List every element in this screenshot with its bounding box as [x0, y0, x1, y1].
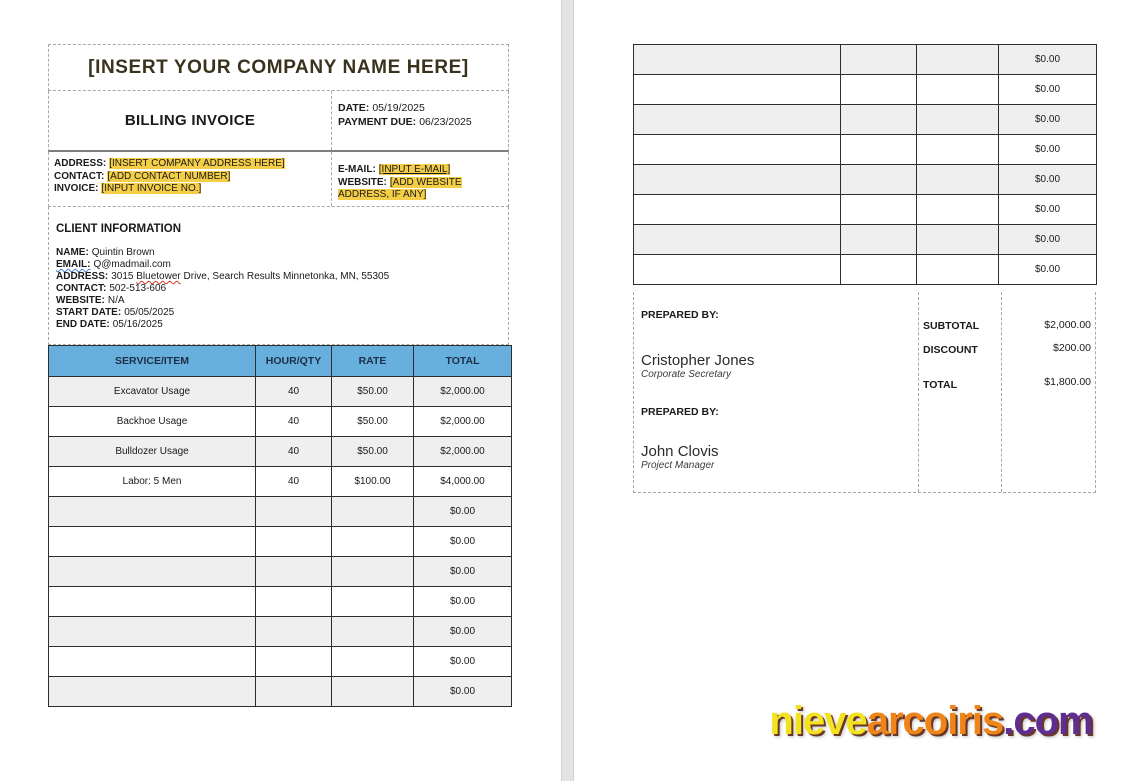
table-row	[49, 557, 512, 587]
email-label: E-MAIL:	[338, 164, 376, 175]
cell-qty	[256, 557, 332, 587]
table-row	[634, 75, 1097, 105]
table-row	[634, 105, 1097, 135]
cell-service	[49, 527, 256, 557]
cell-service	[49, 647, 256, 677]
cell-qty-empty	[841, 45, 917, 75]
table-row	[634, 165, 1097, 195]
company-fields-row	[48, 152, 509, 207]
header-total: TOTAL	[414, 346, 512, 377]
header-rate: RATE	[332, 346, 414, 377]
company-email-line	[338, 164, 508, 177]
cell-qty: 40	[256, 377, 332, 407]
prepared-by-label: PREPARED BY:	[641, 406, 719, 418]
watermark-part-arcoiris: arcoiris	[866, 699, 1004, 743]
cell-service-empty	[634, 195, 841, 225]
cell-qty	[256, 527, 332, 557]
cell-total: $0.00	[999, 105, 1097, 135]
preparer-name: John Clovis	[641, 443, 719, 460]
cell-rate: $100.00	[332, 467, 414, 497]
invoice-no-label: INVOICE:	[54, 183, 99, 194]
cell-rate-empty	[917, 45, 999, 75]
watermark-part-com: .com	[1003, 699, 1093, 743]
client-contact-value: 502-513-606	[109, 283, 167, 294]
cell-rate	[332, 647, 414, 677]
cell-total: $0.00	[414, 557, 512, 587]
prepared-by-label: PREPARED BY:	[641, 309, 719, 321]
cell-total: $0.00	[414, 677, 512, 707]
table-row	[634, 225, 1097, 255]
cell-service: Bulldozer Usage	[49, 437, 256, 467]
client-email-line	[56, 259, 508, 271]
client-start-date-line	[56, 307, 508, 319]
table-row	[634, 195, 1097, 225]
table-row	[49, 497, 512, 527]
header-hour-qty: HOUR/QTY	[256, 346, 332, 377]
cell-service-empty	[634, 225, 841, 255]
company-name-banner	[48, 44, 509, 91]
client-website-line	[56, 295, 508, 307]
website-placeholder[interactable]: [ADD WEBSITE ADDRESS, IF ANY]	[338, 176, 462, 200]
client-name-value: Quintin Brown	[91, 247, 155, 258]
cell-total: $0.00	[414, 497, 512, 527]
cell-total: $0.00	[999, 195, 1097, 225]
invoice-dates	[331, 91, 508, 150]
cell-total: $0.00	[999, 75, 1097, 105]
preparer-title: Project Manager	[641, 460, 715, 471]
cell-total: $0.00	[999, 225, 1097, 255]
total-label: TOTAL	[923, 379, 958, 391]
client-website-value: N/A	[107, 295, 125, 306]
cell-service-empty	[634, 105, 841, 135]
header-service-item: SERVICE/ITEM	[49, 346, 256, 377]
cell-service	[49, 617, 256, 647]
invoice-title: BILLING INVOICE	[124, 112, 256, 129]
watermark-nievearcoiris	[745, 699, 1117, 744]
cell-qty	[256, 617, 332, 647]
client-end-date-line	[56, 319, 508, 331]
client-email-label: EMAIL:	[56, 259, 91, 270]
cell-qty-empty	[841, 255, 917, 285]
cell-total: $0.00	[999, 255, 1097, 285]
cell-qty-empty	[841, 75, 917, 105]
cell-qty	[256, 677, 332, 707]
cell-qty: 40	[256, 407, 332, 437]
cell-qty: 40	[256, 437, 332, 467]
table-row	[49, 377, 512, 407]
payment-due-line	[338, 115, 508, 129]
table-row	[634, 255, 1097, 285]
address-placeholder[interactable]: [INSERT COMPANY ADDRESS HERE]	[109, 158, 285, 169]
cell-service: Backhoe Usage	[49, 407, 256, 437]
address-label: ADDRESS:	[54, 158, 107, 169]
discount-label: DISCOUNT	[923, 344, 978, 356]
website-label: WEBSITE:	[338, 176, 387, 188]
table-row	[49, 617, 512, 647]
invoice-no-placeholder[interactable]: [INPUT INVOICE NO.]	[101, 183, 202, 194]
cell-rate: $50.00	[332, 437, 414, 467]
client-address-post: Drive, Search Results Minnetonka, MN, 55305	[180, 271, 390, 282]
client-website-label: WEBSITE:	[56, 295, 105, 306]
table-row	[49, 407, 512, 437]
cell-total: $0.00	[999, 135, 1097, 165]
cell-rate-empty	[917, 75, 999, 105]
services-table	[48, 345, 512, 707]
client-address-misspelled-word: Bluetower	[136, 271, 181, 282]
cell-rate-empty	[917, 135, 999, 165]
page-gap-divider	[561, 0, 574, 781]
cell-total: $0.00	[999, 165, 1097, 195]
preparer-title: Corporate Secretary	[641, 369, 732, 380]
cell-rate	[332, 527, 414, 557]
cell-total: $2,000.00	[414, 437, 512, 467]
invoice-date-line	[338, 101, 508, 115]
table-row	[49, 587, 512, 617]
preparer-name: Cristopher Jones	[641, 352, 755, 369]
services-table-header-row	[49, 346, 512, 377]
cell-total: $0.00	[999, 45, 1097, 75]
table-row	[634, 135, 1097, 165]
company-fields-left	[49, 152, 331, 206]
payment-due-value: 06/23/2025	[419, 116, 472, 128]
cell-service: Excavator Usage	[49, 377, 256, 407]
cell-total: $2,000.00	[414, 407, 512, 437]
cell-rate: $50.00	[332, 407, 414, 437]
cell-service: Labor: 5 Men	[49, 467, 256, 497]
client-address-line	[56, 271, 508, 283]
totals-and-signatures-section	[633, 292, 1096, 493]
cell-rate-empty	[917, 105, 999, 135]
contact-placeholder[interactable]: [ADD CONTACT NUMBER]	[107, 170, 231, 182]
cell-rate	[332, 617, 414, 647]
total-value: $1,800.00	[1044, 376, 1091, 388]
subtotal-label: SUBTOTAL	[923, 320, 980, 332]
end-date-label: END DATE:	[56, 319, 110, 330]
client-contact-label: CONTACT:	[56, 283, 107, 294]
cell-qty-empty	[841, 105, 917, 135]
subtotal-value: $2,000.00	[1044, 319, 1091, 331]
cell-total: $0.00	[414, 647, 512, 677]
table-row	[49, 467, 512, 497]
cell-total: $0.00	[414, 527, 512, 557]
cell-rate	[332, 497, 414, 527]
client-email-value: Q@madmail.com	[93, 259, 171, 270]
client-contact-line	[56, 283, 508, 295]
services-table-continued	[633, 44, 1097, 285]
invoice-title-row	[48, 91, 509, 152]
cell-total: $2,000.00	[414, 377, 512, 407]
cell-qty-empty	[841, 135, 917, 165]
cell-rate-empty	[917, 225, 999, 255]
client-name-label: NAME:	[56, 247, 89, 258]
cell-rate: $50.00	[332, 377, 414, 407]
end-date-value: 05/16/2025	[112, 319, 163, 330]
cell-qty-empty	[841, 225, 917, 255]
table-row	[49, 677, 512, 707]
client-name-line	[56, 247, 508, 259]
cell-service	[49, 497, 256, 527]
invoice-no-line	[54, 183, 331, 196]
cell-qty: 40	[256, 467, 332, 497]
cell-service-empty	[634, 45, 841, 75]
prepared-by-cell	[634, 292, 918, 492]
cell-service-empty	[634, 135, 841, 165]
cell-rate	[332, 557, 414, 587]
cell-qty-empty	[841, 165, 917, 195]
cell-service	[49, 557, 256, 587]
date-label: DATE:	[338, 102, 370, 114]
cell-qty-empty	[841, 195, 917, 225]
cell-service	[49, 587, 256, 617]
cell-service-empty	[634, 255, 841, 285]
table-row	[49, 527, 512, 557]
contact-label: CONTACT:	[54, 170, 105, 182]
cell-rate	[332, 677, 414, 707]
summary-labels-cell	[918, 292, 1001, 492]
cell-total: $0.00	[414, 587, 512, 617]
cell-qty	[256, 587, 332, 617]
watermark-part-nieve: nieve	[769, 699, 867, 743]
table-row	[49, 437, 512, 467]
cell-qty	[256, 497, 332, 527]
company-name-placeholder[interactable]: [INSERT YOUR COMPANY NAME HERE]	[88, 56, 469, 78]
summary-values-cell	[1001, 292, 1095, 492]
cell-service-empty	[634, 75, 841, 105]
cell-qty	[256, 647, 332, 677]
cell-rate-empty	[917, 195, 999, 225]
table-row	[49, 647, 512, 677]
client-address-label: ADDRESS:	[56, 271, 109, 282]
start-date-value: 05/05/2025	[124, 307, 175, 318]
company-fields-right	[331, 152, 508, 206]
discount-value: $200.00	[1053, 342, 1091, 354]
client-info-heading: CLIENT INFORMATION	[56, 223, 181, 235]
table-row	[634, 45, 1097, 75]
cell-total: $4,000.00	[414, 467, 512, 497]
company-contact-line	[54, 171, 331, 184]
start-date-label: START DATE:	[56, 307, 122, 318]
cell-rate-empty	[917, 165, 999, 195]
cell-service	[49, 677, 256, 707]
company-website-line	[338, 177, 508, 202]
cell-rate	[332, 587, 414, 617]
client-address-pre: 3015	[111, 271, 137, 282]
company-address-line	[54, 158, 331, 171]
payment-due-label: PAYMENT DUE:	[338, 116, 417, 128]
client-information-section	[48, 207, 509, 345]
date-value: 05/19/2025	[372, 102, 425, 114]
cell-service-empty	[634, 165, 841, 195]
cell-total: $0.00	[414, 617, 512, 647]
email-placeholder[interactable]: [INPUT E-MAIL]	[378, 164, 451, 175]
cell-rate-empty	[917, 255, 999, 285]
